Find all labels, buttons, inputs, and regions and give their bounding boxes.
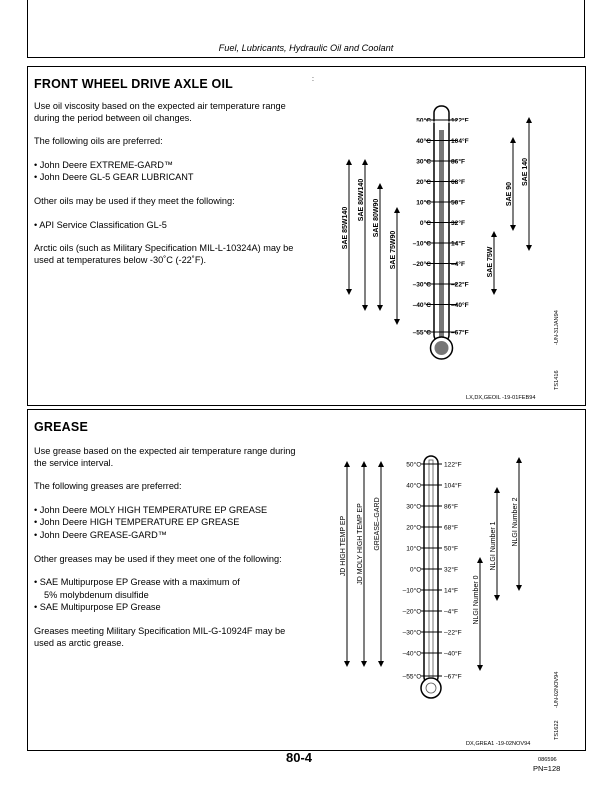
fahrenheit-label: 50°F (451, 199, 465, 207)
grade-label: SAE 75W (487, 246, 494, 278)
thermometer-mercury (439, 130, 444, 344)
celsius-label: –30°C (412, 281, 431, 289)
fahrenheit-label: 86°F (444, 503, 458, 511)
celsius-label: 40°C (416, 138, 431, 145)
celsius-label: 50°C (416, 117, 431, 125)
footer-code: 086596 (538, 757, 557, 763)
grade-label: GREASE–GARD (374, 497, 381, 551)
axle-oil-side-code: -UN-31JAN94 (554, 310, 560, 345)
fahrenheit-label: 32°F (444, 566, 458, 574)
grease-other-item: • SAE Multipurpose EP Grease (34, 602, 161, 613)
grade-label: JD MOLY HIGH TEMP EP (357, 503, 364, 585)
grease-other-item-cont: 5% molybdenum disulfide (44, 589, 149, 600)
grease-title: GREASE (34, 420, 88, 434)
celsius-label: 40°C (406, 482, 421, 490)
celsius-label: 20°C (416, 179, 431, 186)
celsius-label: 0°C (419, 220, 431, 227)
celsius-label: 0°C (409, 566, 421, 574)
grease-military-note: Greases meeting Military Specification MIL-G-10924F may be used as arctic grease. (34, 625, 286, 648)
grade-label: NLGI Number 1 (490, 521, 497, 571)
celsius-label: –20°C (402, 608, 421, 616)
grease-footer-code: DX,GREA1 -19-02NOV94 (466, 741, 531, 747)
grease-text (34, 446, 304, 661)
celsius-label: –30°C (402, 629, 421, 637)
axle-oil-preferred-item: • John Deere GL-5 GEAR LUBRICANT (34, 172, 194, 183)
axle-oil-other-intro: Other oils may be used if they meet the following: (34, 195, 235, 206)
grade-label: SAE 80W90 (373, 198, 380, 238)
page-pn: PN=128 (533, 764, 561, 773)
fahrenheit-label: –40°F (451, 302, 469, 309)
grade-label: NLGI Number 0 (473, 575, 480, 625)
fahrenheit-label: 104°F (451, 138, 469, 145)
grease-preferred-intro: The following greases are preferred: (34, 481, 182, 492)
celsius-label: –10°C (402, 587, 421, 595)
axle-oil-preferred-item: • John Deere EXTREME-GARD™ (34, 159, 174, 170)
celsius-label: 10°C (406, 545, 421, 553)
grease-preferred-item: • John Deere MOLY HIGH TEMPERATURE EP GREASE (34, 504, 268, 515)
celsius-label: 20°C (406, 524, 421, 532)
axle-oil-text (34, 101, 299, 278)
celsius-label: –40°C (412, 302, 431, 309)
grade-label: SAE 140 (522, 157, 529, 187)
grade-label: JD HIGH TEMP EP (340, 515, 347, 577)
grade-label: SAE 75W90 (390, 230, 397, 270)
celsius-label: 10°C (416, 199, 431, 207)
celsius-label: 30°C (416, 158, 431, 166)
fahrenheit-label: –67°F (444, 673, 462, 681)
fahrenheit-label: –4°F (444, 608, 458, 616)
celsius-label: 30°C (406, 503, 421, 511)
page-number: 80-4 (286, 750, 313, 765)
grease-side-figure: TS1622 (554, 720, 560, 740)
fahrenheit-label: –40°F (444, 650, 462, 658)
axle-oil-arctic-note: Arctic oils (such as Military Specification MIL-L-10324A) may be used at temperatures below -30˚C (-22˚F). (34, 243, 294, 265)
fahrenheit-label: 122°F (444, 461, 462, 469)
oil-viscosity-chart (300, 100, 560, 370)
axle-oil-title: FRONT WHEEL DRIVE AXLE OIL (34, 77, 233, 91)
celsius-label: –40°C (402, 650, 421, 658)
axle-oil-mark: : (312, 76, 314, 83)
grease-side-code: -UN-02NOV94 (554, 671, 560, 708)
fahrenheit-label: 68°F (451, 179, 465, 186)
header-rule (27, 57, 585, 58)
axle-oil-intro: Use oil viscosity based on the expected air temperature range during the period between oil changes. (34, 101, 286, 123)
fahrenheit-label: 14°F (451, 240, 465, 248)
grease-preferred-item: • John Deere HIGH TEMPERATURE EP GREASE (34, 517, 240, 528)
thermometer-bulb-fill (435, 341, 449, 355)
axle-oil-preferred-intro: The following oils are preferred: (34, 136, 163, 147)
celsius-label: –20°C (412, 261, 431, 268)
grease-intro: Use grease based on the expected air temperature range during the service interval. (34, 446, 296, 468)
fahrenheit-label: –67°F (451, 329, 469, 337)
fahrenheit-label: 14°F (444, 587, 458, 595)
grade-label: SAE 80W140 (358, 178, 365, 222)
grade-label: NLGI Number 2 (512, 497, 519, 547)
celsius-label: 50°C (406, 461, 421, 469)
axle-oil-side-figure: TS1416 (554, 370, 560, 390)
fahrenheit-label: –22°F (451, 281, 469, 289)
fahrenheit-label: 86°F (451, 158, 465, 166)
grease-other-intro: Other greases may be used if they meet one of the following: (34, 553, 282, 564)
grade-label: SAE 90 (506, 181, 513, 207)
thermometer-bulb-inner (426, 683, 436, 693)
fahrenheit-label: –22°F (444, 629, 462, 637)
grease-temperature-chart (330, 450, 560, 710)
fahrenheit-label: 50°F (444, 545, 458, 553)
celsius-label: –10°C (412, 240, 431, 248)
fahrenheit-label: –4°F (451, 261, 465, 268)
fahrenheit-label: 68°F (444, 524, 458, 532)
axle-oil-other-item: • API Service Classification GL-5 (34, 219, 167, 230)
celsius-label: –55°C (412, 329, 431, 337)
fahrenheit-label: 122°F (451, 117, 469, 125)
grease-other-item: • SAE Multipurpose EP Grease with a maximum of (34, 577, 240, 588)
page-header-title: Fuel, Lubricants, Hydraulic Oil and Coolant (218, 43, 394, 53)
axle-oil-footer-code: LX,DX,GEOIL -19-01FEB94 (466, 395, 536, 401)
grade-label: SAE 85W140 (342, 206, 349, 250)
thermometer-capillary (429, 460, 433, 686)
grease-preferred-item: • John Deere GREASE-GARD™ (34, 529, 167, 540)
celsius-label: –55°C (402, 673, 421, 681)
fahrenheit-label: 104°F (444, 482, 462, 490)
fahrenheit-label: 32°F (451, 220, 465, 227)
